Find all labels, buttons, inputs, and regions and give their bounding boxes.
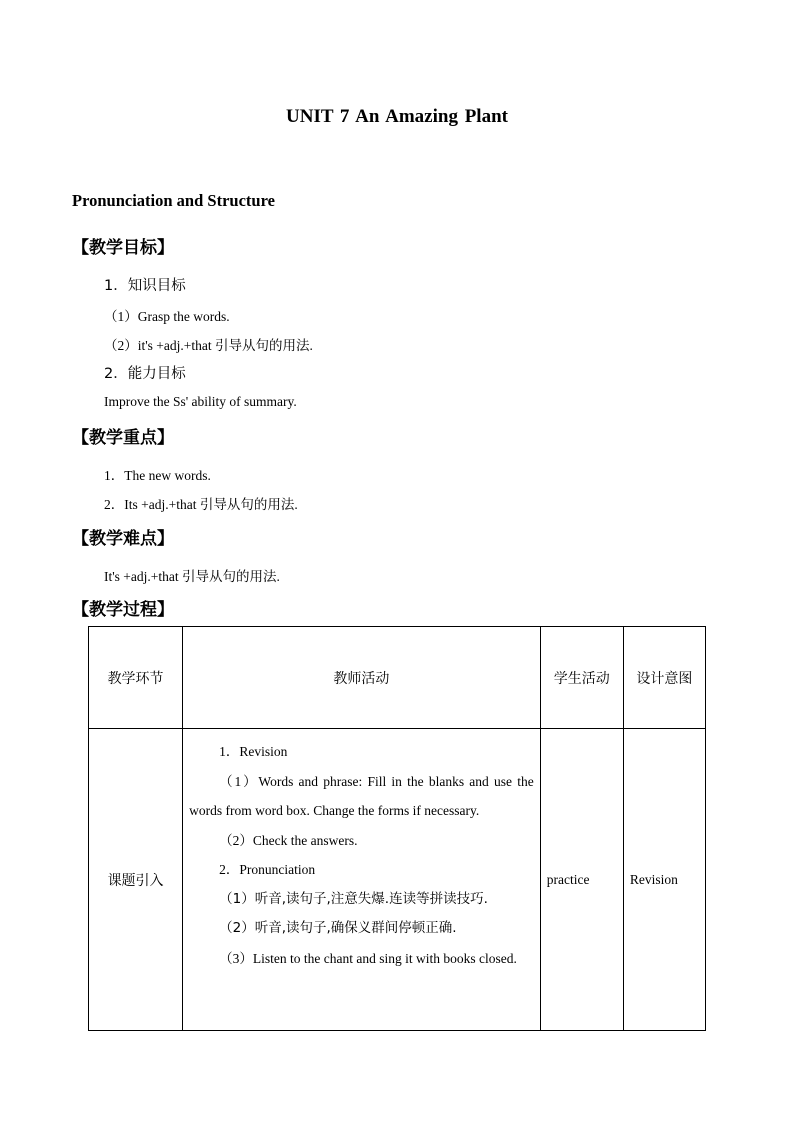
- teacher-activity-line: （3）Listen to the chant and sing it with books closed.: [219, 950, 517, 966]
- header-design-intent: 设计意图: [623, 627, 705, 729]
- heading-objectives: 【教学目标】: [72, 238, 174, 258]
- teacher-activity-line: （2）听音,读句子,确保义群间停顿正确.: [219, 920, 457, 936]
- document-title: UNIT 7 An Amazing Plant: [286, 106, 508, 127]
- header-stage: 教学环节: [89, 627, 183, 729]
- teacher-activity-line: 2．Pronunciation: [219, 862, 316, 877]
- objective-line: （1）Grasp the words.: [104, 309, 230, 324]
- objective-line: 2．能力目标: [104, 366, 186, 382]
- key-point-line: 2．Its +adj.+that 引导从句的用法.: [104, 497, 298, 512]
- key-point-line: 1．The new words.: [104, 468, 211, 483]
- teacher-activity-line: （1）听音,读句子,注意失爆.连读等拼读技巧.: [219, 890, 488, 907]
- table-row: [89, 729, 706, 1031]
- teaching-process-table: [88, 626, 706, 1031]
- teacher-activity-line: 1．Revision: [219, 744, 288, 759]
- objective-line: Improve the Ss' ability of summary.: [104, 394, 297, 409]
- stage-cell: 课题引入: [89, 729, 183, 1031]
- header-student-activity: 学生活动: [540, 627, 623, 729]
- objective-line: （2）it's +adj.+that 引导从句的用法.: [104, 338, 313, 353]
- objective-line: 1．知识目标: [104, 278, 186, 294]
- student-activity-cell: practice: [540, 729, 623, 1031]
- teacher-activity-cell: [183, 729, 541, 1031]
- teacher-activity-line: （1）Words and phrase: Fill in the blanks and use the words from word box. Change the forms if necessary.: [189, 773, 534, 818]
- difficulty-line: It's +adj.+that 引导从句的用法.: [104, 569, 280, 584]
- header-teacher-activity: 教师活动: [183, 627, 541, 729]
- heading-difficulties: 【教学难点】: [72, 529, 174, 549]
- lesson-subtitle: Pronunciation and Structure: [72, 191, 275, 210]
- table-header-row: [89, 627, 706, 729]
- heading-key-points: 【教学重点】: [72, 428, 174, 448]
- design-intent-cell: Revision: [623, 729, 705, 1031]
- heading-process: 【教学过程】: [72, 600, 174, 620]
- teacher-activity-line: （2）Check the answers.: [219, 832, 358, 848]
